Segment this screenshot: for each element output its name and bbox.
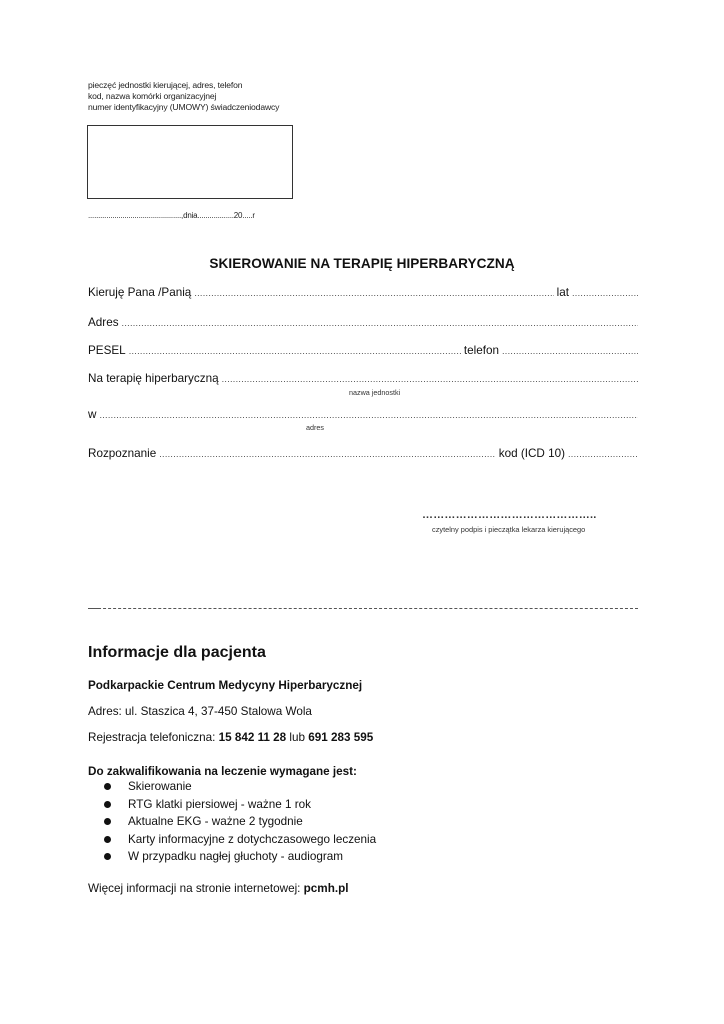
- bullet-icon: [104, 818, 111, 825]
- bullet-icon: [104, 853, 111, 860]
- therapy-sublabel: nazwa jednostki: [349, 388, 401, 397]
- stamp-box[interactable]: [87, 125, 293, 199]
- age-label: lat: [556, 286, 569, 299]
- pesel-label: PESEL: [88, 344, 126, 357]
- icd-code-field[interactable]: [568, 449, 638, 459]
- signature-caption: czytelny podpis i pieczątka lekarza kierującego: [432, 525, 586, 534]
- cut-line-divider: [88, 608, 638, 609]
- therapy-unit-field[interactable]: [222, 374, 638, 384]
- age-field[interactable]: [572, 288, 638, 298]
- organization-address: Adres: ul. Staszica 4, 37-450 Stalowa Wola: [88, 705, 312, 718]
- cut-line-lead: [88, 608, 99, 609]
- diagnosis-label: Rozpoznanie: [88, 447, 157, 460]
- list-item: [104, 778, 376, 796]
- registration-phone-line: [88, 731, 373, 744]
- patient-info-heading: Informacje dla pacjenta: [88, 644, 266, 661]
- patient-name-label: Kieruję Pana /Panią: [88, 286, 192, 299]
- requirement-text: Skierowanie: [128, 780, 192, 794]
- bullet-icon: [104, 801, 111, 808]
- registration-label: Rejestracja telefoniczna:: [88, 731, 219, 744]
- more-info-line: [88, 882, 348, 895]
- more-info-label: Więcej informacji na stronie internetowej:: [88, 882, 304, 895]
- place-date-field[interactable]: ..............................................,dnia..................20.....r: [88, 211, 255, 220]
- address-row: [88, 316, 638, 329]
- list-item: [104, 796, 376, 814]
- organization-name: Podkarpackie Centrum Medycyny Hiperbarycznej: [88, 679, 363, 692]
- requirements-heading: Do zakwalifikowania na leczenie wymagane jest:: [88, 765, 357, 778]
- address-label: Adres: [88, 316, 119, 329]
- pesel-row: [88, 344, 638, 357]
- list-item: [104, 813, 376, 831]
- stamp-caption: [88, 80, 279, 113]
- requirement-text: RTG klatki piersiowej - ważne 1 rok: [128, 797, 311, 811]
- requirement-text: W przypadku nagłej głuchoty - audiogram: [128, 850, 344, 864]
- icd-label: kod (ICD 10): [498, 447, 565, 460]
- list-item: [104, 831, 376, 849]
- phone-field[interactable]: [502, 346, 638, 356]
- phone-separator: lub: [286, 731, 309, 744]
- stamp-caption-line: numer identyfikacyjny (UMOWY) świadczeniodawcy: [88, 102, 280, 112]
- form-title: SKIEROWANIE NA TERAPIĘ HIPERBARYCZNĄ: [209, 256, 515, 271]
- requirements-list: [104, 778, 376, 866]
- therapy-row: [88, 372, 638, 385]
- diagnosis-row: [88, 447, 638, 460]
- bullet-icon: [104, 783, 111, 790]
- phone-primary: 15 842 11 28: [218, 731, 287, 744]
- patient-name-row: [88, 286, 638, 299]
- stamp-caption-line: pieczęć jednostki kierującej, adres, telefon: [88, 80, 243, 90]
- location-row: [88, 408, 638, 421]
- phone-secondary: 691 283 595: [308, 731, 374, 744]
- location-label: w: [88, 408, 97, 421]
- pesel-field[interactable]: [129, 346, 461, 356]
- location-sublabel: adres: [306, 423, 324, 432]
- bullet-icon: [104, 836, 111, 843]
- requirement-text: Aktualne EKG - ważne 2 tygodnie: [128, 815, 303, 829]
- location-address-field[interactable]: [99, 410, 638, 420]
- address-field[interactable]: [122, 318, 638, 328]
- diagnosis-field[interactable]: [159, 449, 496, 459]
- website-link[interactable]: pcmh.pl: [303, 882, 349, 895]
- list-item: [104, 848, 376, 866]
- requirement-text: Karty informacyjne z dotychczasowego leczenia: [128, 832, 377, 846]
- signature-field[interactable]: ………………………………………..: [422, 509, 597, 521]
- therapy-label: Na terapię hiperbaryczną: [88, 372, 219, 385]
- phone-label: telefon: [463, 344, 499, 357]
- patient-name-field[interactable]: [194, 288, 553, 298]
- stamp-caption-line: kod, nazwa komórki organizacyjnej: [88, 91, 217, 101]
